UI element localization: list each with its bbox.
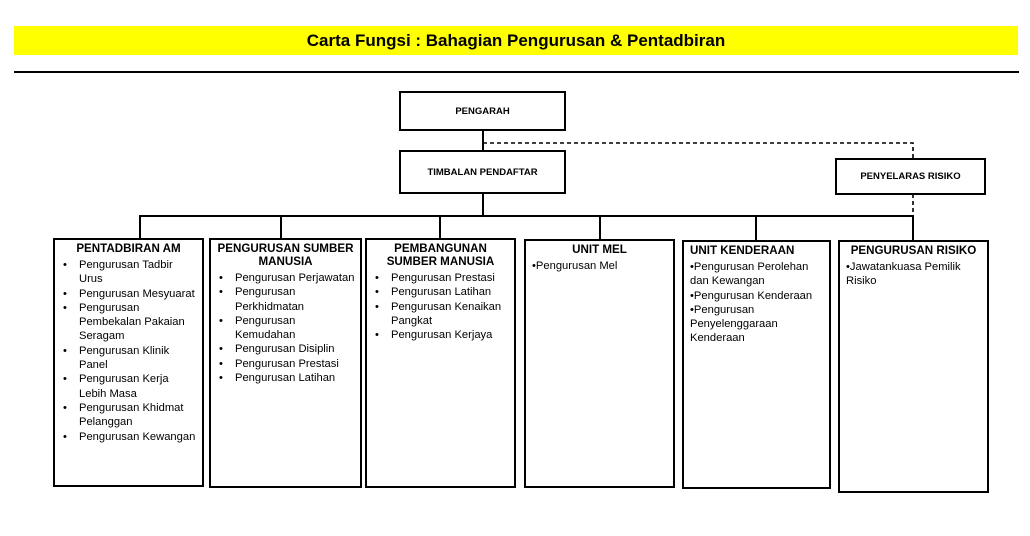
function-list xyxy=(688,260,825,346)
list-item: • Pengurusan Penyelenggaraan Kenderaan xyxy=(690,303,825,346)
function-list xyxy=(844,260,983,289)
list-item: • Pengurusan Mel xyxy=(532,259,669,273)
function-list xyxy=(215,271,356,385)
function-list xyxy=(371,271,510,342)
list-item: • Pengurusan Prestasi xyxy=(371,271,510,285)
unit-pengurusan-risiko xyxy=(838,240,989,493)
unit-title: PENGURUSAN SUMBER MANUSIA xyxy=(217,242,354,268)
list-item: • Pengurusan Perkhidmatan xyxy=(215,285,356,314)
unit-title: PENGURUSAN RISIKO xyxy=(850,244,977,257)
list-item: • Pengurusan Perjawatan xyxy=(215,271,356,285)
unit-pentadbiran-am xyxy=(53,238,204,487)
pengarah-box xyxy=(399,91,566,131)
penyelaras-risiko-label: PENYELARAS RISIKO xyxy=(860,171,961,182)
list-item: • Pengurusan Kenderaan xyxy=(690,289,825,303)
list-item: • Pengurusan Prestasi xyxy=(215,357,356,371)
function-list xyxy=(59,258,198,444)
timbalan-pendaftar-label: TIMBALAN PENDAFTAR xyxy=(427,166,538,178)
unit-title: UNIT KENDERAAN xyxy=(690,244,795,257)
list-item: • Pengurusan Khidmat Pelanggan xyxy=(59,401,198,430)
function-list xyxy=(530,259,669,273)
unit-title: PEMBANGUNAN SUMBER MANUSIA xyxy=(386,242,495,268)
unit-title: UNIT MEL xyxy=(572,243,627,256)
list-item: • Pengurusan Pembekalan Pakaian Seragam xyxy=(59,301,198,344)
list-item: • Pengurusan Disiplin xyxy=(215,342,356,356)
list-item: • Pengurusan Latihan xyxy=(371,285,510,299)
chart-title: Carta Fungsi : Bahagian Pengurusan & Pentadbiran xyxy=(14,26,1018,55)
list-item: • Pengurusan Mesyuarat xyxy=(59,287,198,301)
list-item: • Pengurusan Klinik Panel xyxy=(59,344,198,373)
list-item: • Pengurusan Kerja Lebih Masa xyxy=(59,372,198,401)
list-item: • Pengurusan Perolehan dan Kewangan xyxy=(690,260,825,289)
pengarah-label: PENGARAH xyxy=(455,105,510,117)
unit-kenderaan xyxy=(682,240,831,489)
penyelaras-risiko-box xyxy=(835,158,986,195)
list-item: • Pengurusan Kemudahan xyxy=(215,314,356,343)
unit-pengurusan-sumber-manusia xyxy=(209,238,362,488)
list-item: • Pengurusan Kenaikan Pangkat xyxy=(371,300,510,329)
unit-pembangunan-sumber-manusia xyxy=(365,238,516,488)
unit-mel xyxy=(524,239,675,488)
list-item: • Jawatankuasa Pemilik Risiko xyxy=(846,260,983,289)
list-item: • Pengurusan Kewangan xyxy=(59,430,198,444)
list-item: • Pengurusan Kerjaya xyxy=(371,328,510,342)
list-item: • Pengurusan Latihan xyxy=(215,371,356,385)
unit-title: PENTADBIRAN AM xyxy=(76,242,181,255)
timbalan-pendaftar-box xyxy=(399,150,566,194)
list-item: • Pengurusan Tadbir Urus xyxy=(59,258,198,287)
